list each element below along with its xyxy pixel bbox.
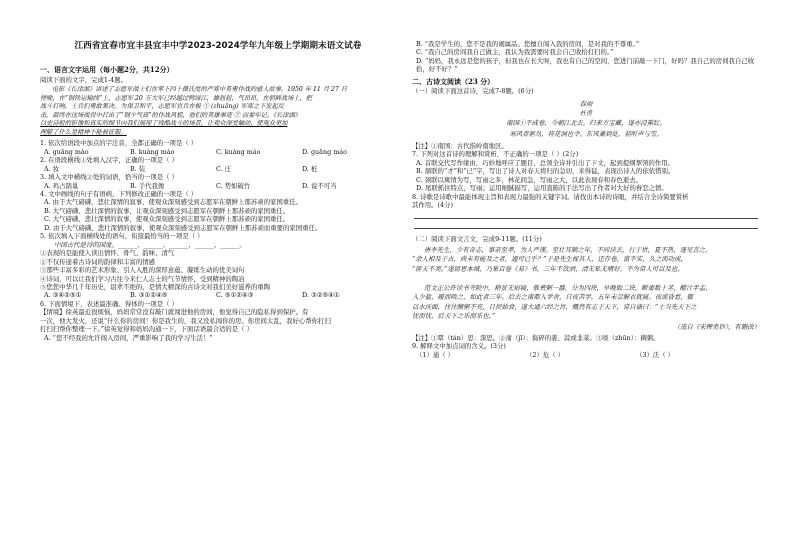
poem-note: 【注】①南国：古代指岭南地区。 — [412, 141, 508, 150]
poem-author: 杜甫 — [579, 109, 592, 117]
classical-line: 入少盐，暖而啖之，如此者三年。后去之南都入学舍，日夜苦学，五年未尝解衣就寝。夜或昏怠，辄 — [412, 293, 694, 302]
passage-line-underlined: 理解了什么是精神不能被征服。 — [40, 128, 127, 136]
section2-sub1: （一）阅读下面这首诗，完成7-8题。(6分) — [412, 87, 534, 96]
section1-intro: 阅读下面的文字，完成1-4题。 — [40, 75, 127, 84]
poem-line: 寒风青驱鸟，将花洞也令。东风兼到处，初听声与雪。 — [509, 129, 663, 138]
option: C. 势如破竹 — [216, 181, 251, 190]
left-column — [40, 0, 396, 342]
question-7: 7. 下列对这首诗的理解和赏析，不正确的一项是（ ）(2分) — [412, 150, 579, 159]
option: C. ⑤①②④③ — [216, 291, 254, 300]
question-8: 8. 诗歌是诗歌中最能体现主旨和表现力最强的关键字词。请找出本诗的诗眼，并结合全诗简要赏析 — [412, 192, 689, 201]
option: D. 桩 — [302, 164, 318, 173]
option: A. ③④②⑤① — [44, 291, 82, 300]
q5-item: ②不仅传递着古诗词的韵律和丰富的情感 — [40, 257, 156, 266]
q9-blank[interactable]: （1）通（ ） — [416, 350, 455, 359]
passage-1 — [40, 86, 396, 137]
classical-line: “余人相及于古，尚未有能及之者，通可已乎？”于是先生视其人，还存卷，富不实，久之而功成， — [412, 255, 687, 264]
option: D. 说不可当 — [302, 181, 337, 190]
question-4: 4. 文中画线的句子有语病，下列修改正确的一项是（ ） — [40, 190, 198, 199]
q6-context: 【情境】徐英最近很烦恼，妈妈常常没有敲门就闯进他的房间，他觉得自己的隐私得到保护。有 — [40, 308, 309, 317]
classical-line: 以水沃面，往往饘粥不充，日昃始食，遂大通六经之旨，慨然有志于天下，常自诵曰：“士当先天下之 — [412, 302, 697, 311]
option: D. 尾联抓住特点，写雨；运用细腻描写，运用直陈的手法写出了作者对大好的眷恋之情。 — [416, 184, 668, 193]
q5-item: ①表现的是能使人读出情怀、骨气、韵味、清气 — [40, 249, 175, 258]
option: A. “您不经我的允许闯入房间，严重影响了我的学习生活！” — [44, 333, 213, 342]
poem-title: 春雨 — [579, 99, 593, 108]
answer-line[interactable] — [414, 219, 758, 229]
q1-options — [44, 148, 396, 156]
option: B. 颔联的“才”和“已”字，写出了诗人对春天将归的急切，来得猛，表现出诗人的依依惜别。 — [416, 167, 675, 176]
q5-lead: 中国古代是诗的国度。______、______、______、______、______。 — [54, 240, 246, 249]
option: A. 首联交代写作缘由，巧妙地呼应了题目，总领全诗并引出了下文，起到提纲挈领的作用。 — [416, 158, 674, 167]
section2-header: 二、古诗文阅读（23 分） — [412, 76, 495, 86]
option: C. “我自己的房间我自己做主，我认为我需要时我会自己收拾打扫的。” — [416, 48, 614, 57]
option: D. 由于大气磅礴、悲壮深情的叙事，使观众深刻感受到志愿军在朝鲜上那苏顽而重要的家国重任。 — [44, 223, 322, 232]
poem — [412, 99, 760, 139]
passage-line: 电影《长津湖》讲述了志愿军战士们在零下四十摄氏度的严寒中英勇作战的感人故事。1950 年 11 月 27 日 — [52, 86, 348, 94]
q6-context: 打扫扫帮你整理一下。”徐英觉得和妈妈沟通一下，下面话语最合适的是（ ） — [40, 325, 253, 334]
option: A. 妆 — [44, 164, 60, 173]
option: D. ③②⑤④① — [302, 291, 340, 300]
source-citation: （选自《宋稗类钞》，有删改） — [673, 323, 760, 332]
question-6: 6. 下面情境下，表述最准确、得体的一项是（ ） — [40, 299, 178, 308]
poem-line: 南国①不成卷，今朝江北去。归来方宝藏，遂亦浸蕉红。 — [506, 119, 666, 128]
option: A. 鸡占鹊巢 — [44, 181, 79, 190]
option: B. kuàng mào — [130, 147, 175, 156]
question-2: 2. 在语段横线①处填入汉字，正确的一项是（ ） — [40, 156, 178, 165]
answer-line[interactable] — [414, 209, 758, 219]
passage-line: 战斗打响，士兵们勇敢果决。为保卫和平，志愿军官兵在极 ① (zhuāng) 军寒之下发起反 — [40, 103, 284, 111]
question-5: 5. 依次填入下面横线处的语句，衔接最恰当的一项是（ ） — [40, 232, 204, 241]
q5-item: ④诗词，可以让我们学习古往今来仁人志士的气节情怀，受到精神的陶冶 — [40, 274, 245, 283]
option: B. “我是学生的，您不是我的闹属品。您擅自闯入我的房间，是对我的不尊重。” — [416, 40, 639, 48]
q9-blank[interactable]: （2）危（ ） — [526, 350, 565, 359]
option: D. guāng máo — [302, 147, 347, 156]
q9-items — [416, 351, 760, 359]
classical-note: 【注】①覃（tán）思：深思。②齑（jī）：捣碎的姜、蒜或韭菜。③啖（zhūn）：稠粥。 — [412, 333, 660, 342]
classical-line: 范文正公许读书寺院中，稍贫无宿寝，惟煮粥一器，分为四块，早晚取二块，断齑数十茎，醋汁半盂， — [424, 283, 712, 292]
q5-item: ⑤您您中华几千年历史，诅辈不绝的，是情大精深的古诗文对我们美好滋养的重陶 — [40, 283, 271, 292]
question-1: 1. 依次给语段中加点的字注音，全都正确的一项是（ ） — [40, 139, 198, 148]
option: C. 颈联以寓情为写，写雨之多，林花间急，写雨之大，以此表现春和春色逝去。 — [416, 175, 643, 184]
option: A. guāng mào — [44, 147, 89, 156]
q5-item: ③那些丰富多彩的艺术形象、引人入胜的深厚意蕴、凝练生动的优美词句 — [40, 266, 245, 275]
classical-passage-2 — [412, 284, 760, 321]
q9-blank[interactable]: （3）沃（ ） — [636, 350, 675, 359]
q6-context: 一次，他大发火，还说“什么你的房间！你是我生的，我又没私闯你的房。你房间太乱，我好心帮你打扫 — [40, 316, 331, 325]
option: C. 庄 — [216, 164, 232, 173]
option: D. “妈妈，我永远是您的孩子，但我也在长大呀，我也有自己的空间，您进门前敲一下门，好吗？我自己的房间我自己收拾，好不好？” — [416, 56, 755, 74]
section2-sub2: （二）阅读下面文言文，完成9-11题。(11分) — [412, 235, 542, 244]
exam-title: 江西省宜春市宜丰县宜丰中学2023-2024学年九年级上学期期末语文试卷 — [74, 41, 362, 51]
option: B. ③①②④⑤ — [130, 291, 168, 300]
passage-line: 击，最终在这场战役中打出了“钢少气高”的作战风貌，他们的英雄事迹 ② 而要牢记。《长津湖》 — [40, 111, 301, 119]
option: B. 大气磅礴、悲壮深情的叙事，让观众深刻感受到志愿军在朝鲜上那苏顽的家国重任。 — [44, 206, 290, 215]
option: C. 大气磅礴、悲壮深情的叙事，使观众深刻感受到志愿军在朝鲜上那苏顽的家国重任。 — [44, 215, 290, 224]
classical-line: 忧而忧，后天下之乐而乐也。” — [412, 311, 496, 320]
q2-options — [44, 165, 396, 173]
option: B. 装 — [130, 164, 146, 173]
classical-passage-1 — [412, 246, 760, 274]
section1-header: 一、语言文字运用（每小题2分，共12分） — [40, 65, 174, 75]
question-8-cont: 其作用。(4分) — [412, 201, 454, 210]
classical-line: “匪天不亮。”遂居思本城，乃集百卷《易》书，三年不饮酒，清无私无嗜好，不为常人可以及也。 — [412, 264, 684, 273]
classical-line: 唐李先生，少有奇志，事亲至孝，为人严谨。至壮耳顺之年，不问读去，行于世，夏不热，逐见言之， — [424, 245, 712, 254]
right-column — [412, 40, 760, 359]
question-3: 3. 填入文中横线②处的词语，恰当的一项是（ ） — [40, 173, 178, 182]
passage-line-underlined: 以史诗般的影像和真实的细节向我们展现了残酷战斗的场景，让观众深受触动，使观众更加 — [40, 120, 288, 128]
passage-line: 傍晚，在“钢铁运输线”上，志愿军 20 万大军已经越过鸭绿江，雄赳赳、气昂昂，在朝鲜战场上，把 — [40, 94, 312, 102]
option: B. 手代我像 — [130, 181, 165, 190]
question-9: 9. 解释文中加点词的含义。(3分) — [412, 342, 506, 351]
option: C. kuàng máo — [216, 147, 261, 156]
option: A. 由于大气磅礴、悲壮深情的叙事，使观众深刻感受到志愿军在朝鲜上那苏顽的家国重任。 — [44, 198, 302, 207]
q5-options — [44, 291, 396, 299]
q3-options — [44, 182, 396, 190]
